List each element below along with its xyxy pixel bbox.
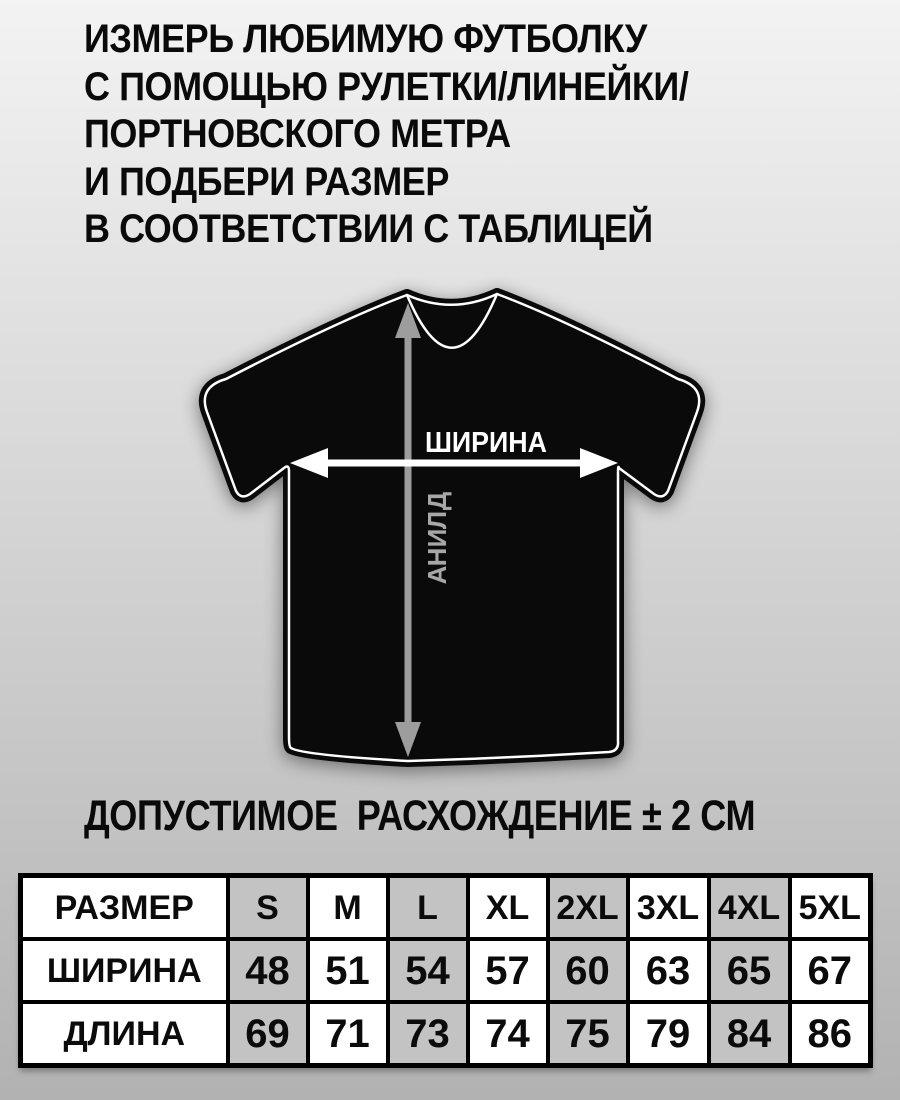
length-label bbox=[422, 491, 452, 584]
instructions-line-3: ПОРТНОВСКОГО МЕТРА bbox=[84, 112, 511, 156]
width-value-2xl: 60 bbox=[548, 939, 628, 1002]
width-value-4xl: 65 bbox=[709, 939, 790, 1002]
length-label-char-2: Л bbox=[422, 510, 452, 530]
width-arrow-shaft bbox=[320, 460, 587, 467]
size-table bbox=[18, 873, 873, 1068]
tshirt-silhouette bbox=[205, 294, 699, 761]
width-value-s: 48 bbox=[228, 939, 308, 1002]
length-row-label: ДЛИНА bbox=[21, 1002, 228, 1066]
table-header-size: РАЗМЕР bbox=[21, 876, 228, 940]
table-header-2xl: 2XL bbox=[548, 876, 628, 940]
table-header-s: S bbox=[228, 876, 308, 940]
table-header-5xl: 5XL bbox=[790, 876, 871, 940]
instructions-line-1: ИЗМЕРЬ ЛЮБИМУЮ ФУТБОЛКУ bbox=[84, 17, 647, 61]
length-value-2xl: 75 bbox=[548, 1002, 628, 1066]
tolerance-note: ДОПУСТИМОЕ РАСХОЖДЕНИЕ ± 2 СМ bbox=[84, 792, 756, 840]
width-label: ШИРИНА bbox=[425, 427, 548, 459]
table-header-3xl: 3XL bbox=[628, 876, 709, 940]
length-value-xl: 74 bbox=[468, 1002, 548, 1066]
table-header-l: L bbox=[388, 876, 468, 940]
length-value-4xl: 84 bbox=[709, 1002, 790, 1066]
length-label-char-3: И bbox=[422, 528, 452, 548]
length-value-3xl: 79 bbox=[628, 1002, 709, 1066]
table-header-row bbox=[21, 876, 871, 940]
length-value-m: 71 bbox=[308, 1002, 388, 1066]
instructions-text bbox=[84, 16, 688, 254]
width-value-3xl: 63 bbox=[628, 939, 709, 1002]
length-value-5xl: 86 bbox=[790, 1002, 871, 1066]
width-value-xl: 57 bbox=[468, 939, 548, 1002]
width-value-l: 54 bbox=[388, 939, 468, 1002]
table-header-m: M bbox=[308, 876, 388, 940]
length-arrow-shaft bbox=[405, 330, 412, 725]
length-value-s: 69 bbox=[228, 1002, 308, 1066]
instructions-line-5: В СООТВЕТСТВИИ С ТАБЛИЦЕЙ bbox=[84, 207, 653, 251]
width-value-m: 51 bbox=[308, 939, 388, 1002]
table-row-length bbox=[21, 1002, 871, 1066]
tshirt-measurement-diagram bbox=[190, 275, 710, 795]
length-label-char-1: Д bbox=[422, 491, 452, 511]
instructions-line-2: С ПОМОЩЬЮ РУЛЕТКИ/ЛИНЕЙКИ/ bbox=[84, 64, 689, 109]
length-label-char-5: А bbox=[422, 565, 452, 585]
width-row-label: ШИРИНА bbox=[21, 939, 228, 1002]
table-header-4xl: 4XL bbox=[709, 876, 790, 940]
instructions-line-4: И ПОДБЕРИ РАЗМЕР bbox=[84, 159, 449, 204]
length-label-char-4: Н bbox=[422, 547, 452, 567]
length-value-l: 73 bbox=[388, 1002, 468, 1066]
table-header-xl: XL bbox=[468, 876, 548, 940]
table-row-width bbox=[21, 939, 871, 1002]
width-value-5xl: 67 bbox=[790, 939, 871, 1002]
